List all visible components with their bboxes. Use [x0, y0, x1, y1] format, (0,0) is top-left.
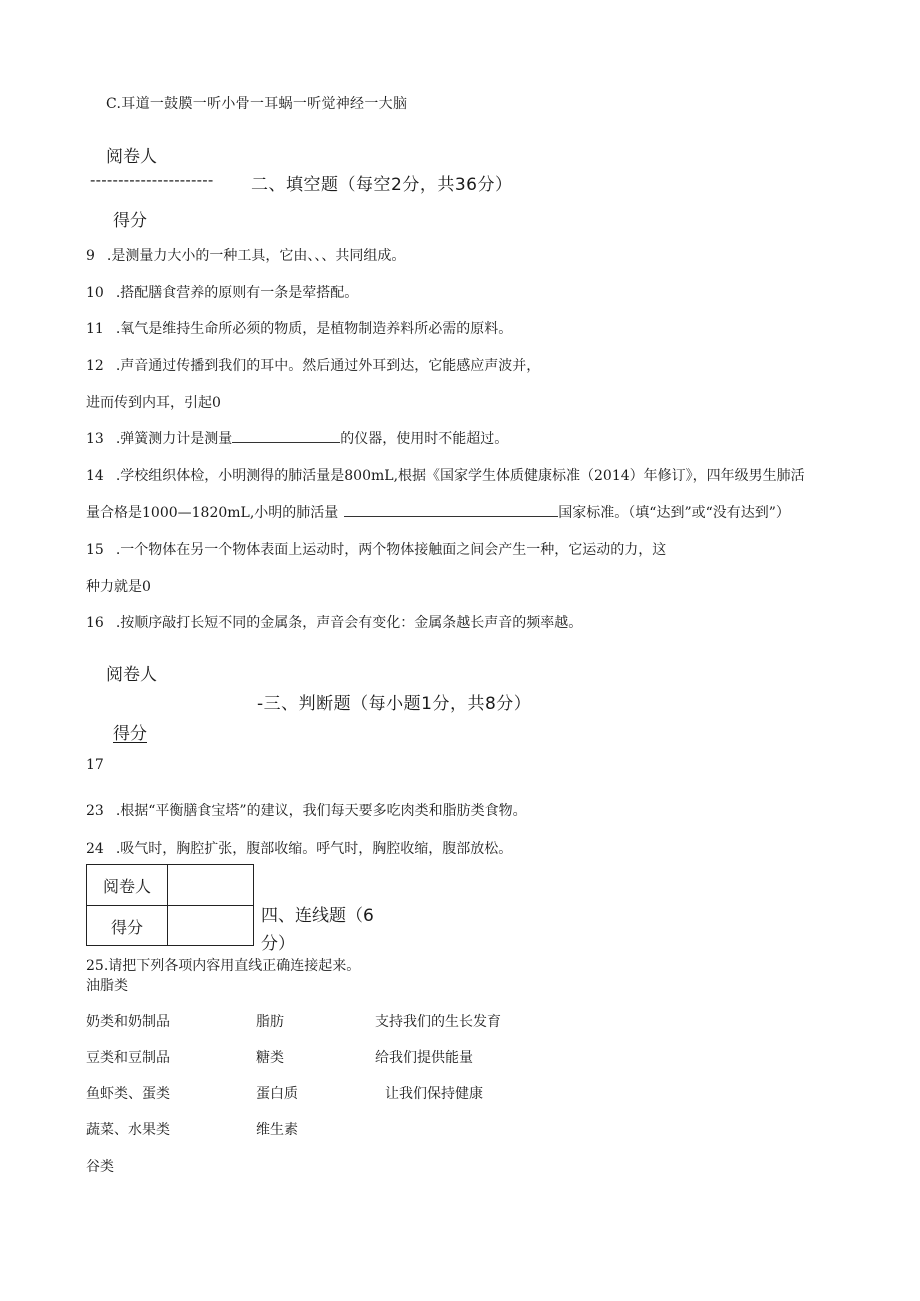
question-17: 17 — [86, 757, 104, 773]
question-number: 14 — [86, 468, 104, 484]
question-10 — [86, 282, 358, 302]
score-label: 得分 — [110, 917, 143, 937]
question-number: 24 — [86, 841, 104, 857]
function-item[interactable]: 支持我们的生长发育 — [375, 1014, 501, 1030]
question-text: 的仪器，使用时不能超过。 — [340, 431, 509, 447]
question-16 — [86, 612, 582, 632]
question-number: 23 — [86, 803, 104, 819]
grader-label: 阅卷人 — [102, 876, 151, 896]
question-text: .吸气时，胸腔扩张，腹部收缩。呼气时，胸腔收缩，腹部放松。 — [115, 841, 513, 857]
question-number: 9 — [86, 248, 95, 264]
question-14 — [86, 465, 805, 485]
question-11 — [86, 318, 512, 338]
question-number: 13 — [86, 431, 104, 447]
question-text: .弹簧测力计是测量 — [115, 431, 233, 447]
question-text: .是测量力大小的一种工具，它由、、、共同组成。 — [106, 248, 406, 264]
grader-label: 阅卷人 — [106, 147, 157, 167]
question-text: 国家标准。（填“达到”或“没有达到”） — [558, 505, 790, 521]
nutrient-item[interactable]: 维生素 — [256, 1122, 298, 1138]
question-number: 15 — [86, 542, 104, 558]
question-12 — [86, 355, 540, 375]
grader-label: 阅卷人 — [106, 665, 157, 685]
section-title-matching-cont: 分） — [261, 934, 295, 954]
question-text: .按顺序敲打长短不同的金属条，声音会有变化：金属条越长声音的频率越。 — [115, 615, 583, 631]
score-label: 得分 — [113, 211, 147, 231]
question-9 — [86, 245, 405, 265]
nutrient-item[interactable]: 脂肪 — [256, 1014, 284, 1030]
question-25-instruction: 25.请把下列各项内容用直线正确连接起来。 — [86, 958, 361, 974]
question-text: .搭配膳食营养的原则有一条是荤搭配。 — [115, 285, 359, 301]
nutrient-item[interactable]: 蛋白质 — [256, 1086, 298, 1102]
question-text: .声音通过传播到我们的耳中。然后通过外耳到达，它能感应声波并， — [115, 358, 541, 374]
answer-blank[interactable] — [344, 504, 558, 517]
answer-blank[interactable] — [232, 430, 340, 443]
food-item[interactable]: 蔬菜、水果类 — [86, 1122, 170, 1138]
function-item[interactable]: 给我们提供能量 — [375, 1050, 473, 1066]
grader-cell[interactable] — [168, 865, 254, 905]
question-text: 量合格是1000—1820mL,小明的肺活量 — [86, 505, 339, 521]
food-item[interactable]: 奶类和奶制品 — [86, 1014, 170, 1030]
score-table — [86, 864, 254, 946]
food-item[interactable]: 谷类 — [86, 1159, 114, 1175]
question-24 — [86, 838, 512, 858]
question-number: 11 — [86, 321, 104, 337]
section-title-fill-in: 二、填空题（每空2分，共36分） — [251, 175, 513, 195]
question-text: .氧气是维持生命所必须的物质，是植物制造养料所必需的原料。 — [115, 321, 513, 337]
question-23 — [86, 800, 527, 820]
question-12-continuation: 进而传到内耳，引起0 — [86, 395, 221, 411]
score-label: 得分 — [113, 724, 147, 744]
question-number: 10 — [86, 285, 104, 301]
food-item[interactable]: 豆类和豆制品 — [86, 1050, 170, 1066]
food-item[interactable]: 鱼虾类、蛋类 — [86, 1086, 170, 1102]
food-item[interactable]: 油脂类 — [86, 978, 128, 994]
question-text: .根据“平衡膳食宝塔”的建议，我们每天要多吃肉类和脂肪类食物。 — [115, 803, 527, 819]
score-cell[interactable] — [168, 906, 254, 946]
function-item[interactable]: 让我们保持健康 — [385, 1086, 483, 1102]
section-title-matching: 四、连线题（6 — [261, 906, 374, 926]
question-text: .一个物体在另一个物体表面上运动时，两个物体接触面之间会产生一种，它运动的力，这 — [115, 542, 667, 558]
question-number: 12 — [86, 358, 104, 374]
question-14-continuation — [86, 502, 790, 522]
question-text: .学校组织体检，小明测得的肺活量是800mL,根据《国家学生体质健康标准（2014）年修订》，四年级男生肺活 — [115, 468, 805, 484]
section-title-judge: -三、判断题（每小题1分，共8分） — [257, 694, 532, 714]
question-13 — [86, 428, 508, 448]
option-c: C.耳道一鼓膜一听小骨一耳蜗一听觉神经一大脑 — [106, 96, 408, 112]
nutrient-item[interactable]: 糖类 — [256, 1050, 284, 1066]
question-15 — [86, 539, 666, 559]
question-number: 16 — [86, 615, 104, 631]
question-15-continuation: 种力就是0 — [86, 579, 151, 595]
section-dashes: ---------------------- — [90, 171, 214, 189]
